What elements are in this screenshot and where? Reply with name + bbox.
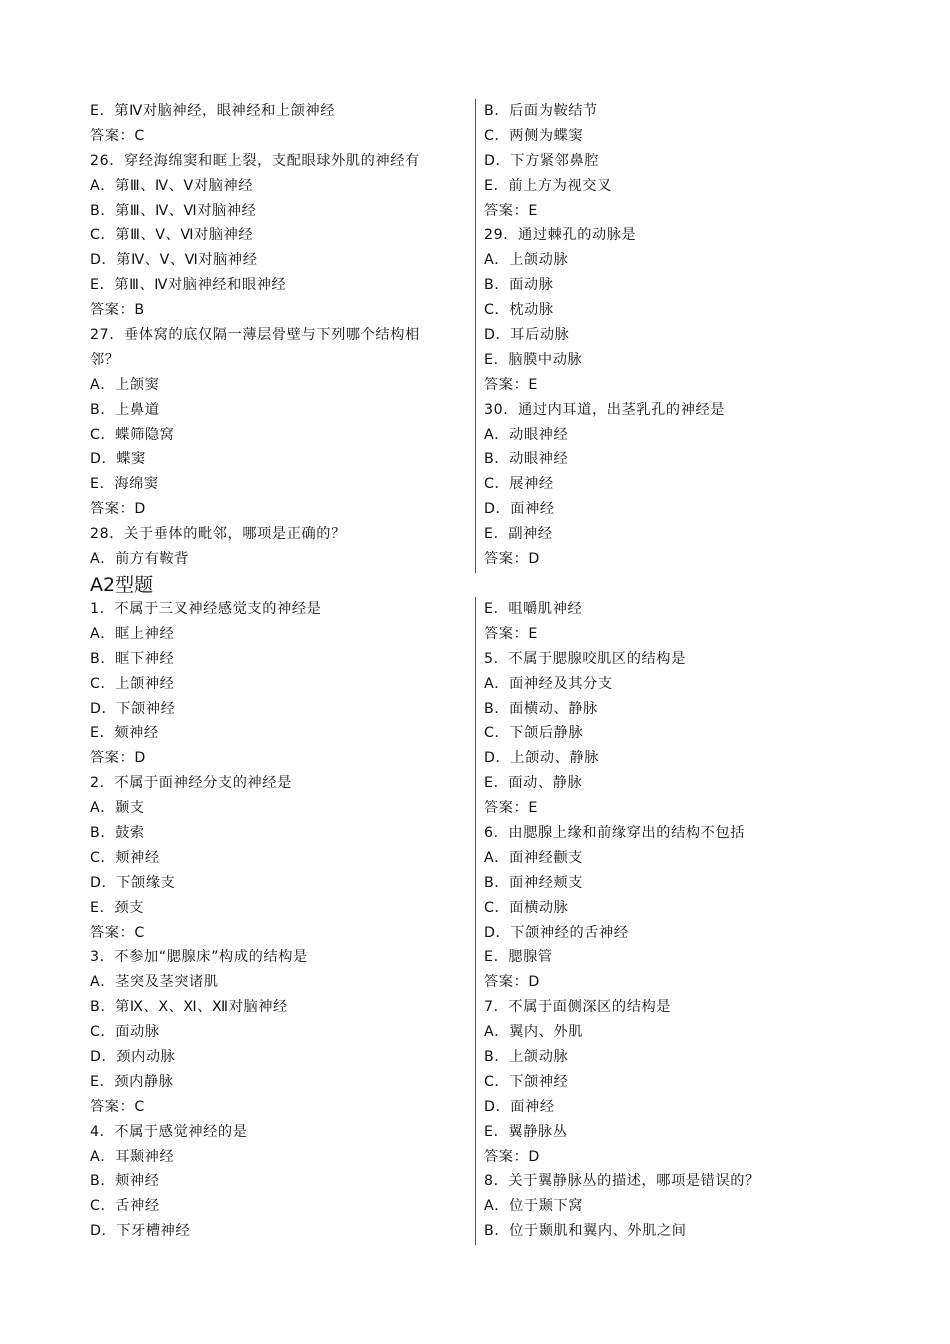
text-line: D．耳后动脉 — [484, 327, 570, 344]
text-line: E．前上方为视交叉 — [484, 177, 612, 194]
text-line: 答案：D — [484, 551, 540, 568]
text-line: A．耳颞神经 — [90, 1148, 175, 1165]
text-line: D．蝶窦 — [90, 451, 146, 468]
text-line: E．海绵窦 — [90, 476, 159, 493]
text-line: B．面动脉 — [484, 277, 554, 294]
text-line: 2．不属于面神经分支的神经是 — [90, 775, 292, 792]
text-line: 26．穿经海绵窦和眶上裂，支配眼球外肌的神经有 — [90, 152, 420, 169]
text-line: D．下颌缘支 — [90, 874, 176, 891]
question-section-a2 — [90, 597, 872, 1245]
text-line: E．脑膜中动脉 — [484, 351, 583, 368]
text-line: 答案：C — [90, 127, 145, 144]
text-line: 27．垂体窝的底仅隔一薄层骨壁与下列哪个结构相 — [90, 327, 420, 344]
text-line: A．位于颞下窝 — [484, 1198, 584, 1215]
text-line: E．第Ⅲ、Ⅳ对脑神经和眼神经 — [90, 277, 287, 294]
text-line: 答案：D — [484, 974, 540, 991]
text-line: A．眶上神经 — [90, 625, 175, 642]
text-line: E．咀嚼肌神经 — [484, 601, 583, 617]
text-line: D．下颌神经的舌神经 — [484, 924, 629, 941]
text-line: D．颈内动脉 — [90, 1049, 176, 1066]
text-line: B．面神经颊支 — [484, 874, 584, 891]
text-line: 答案：E — [484, 625, 538, 642]
text-line: 4．不属于感觉神经的是 — [90, 1123, 248, 1140]
text-line: E．副神经 — [484, 526, 553, 543]
text-line: 5．不属于腮腺咬肌区的结构是 — [484, 650, 686, 667]
text-line: C．下颌神经 — [484, 1073, 569, 1090]
text-line: 答案：D — [484, 1148, 540, 1165]
text-line: E．翼静脉丛 — [484, 1123, 568, 1140]
text-line: 答案：B — [90, 302, 145, 319]
left-column — [90, 99, 474, 572]
text-line: A．第Ⅲ、Ⅳ、Ⅴ对脑神经 — [90, 177, 253, 194]
text-line: 1．不属于三叉神经感觉支的神经是 — [90, 601, 322, 617]
question-section-a1 — [90, 99, 872, 573]
text-line: 答案：E — [484, 376, 538, 393]
text-line: E．腮腺管 — [484, 949, 553, 966]
text-line: C．蝶筛隐窝 — [90, 426, 175, 443]
text-line: D．下颌神经 — [90, 700, 176, 717]
text-line: C．舌神经 — [90, 1198, 160, 1215]
text-line: 答案：D — [90, 501, 146, 518]
text-line: A．茎突及茎突诸肌 — [90, 974, 219, 991]
text-line: B．上鼻道 — [90, 401, 160, 418]
text-line: C．上颌神经 — [90, 675, 175, 692]
text-line: C．展神经 — [484, 476, 554, 493]
text-line: A．翼内、外肌 — [484, 1024, 584, 1041]
text-line: 3．不参加“腮腺床”构成的结构是 — [90, 949, 308, 966]
text-line: C．枕动脉 — [484, 302, 554, 319]
text-line: A．上颌窦 — [90, 376, 160, 393]
text-line: 30．通过内耳道，出茎乳孔的神经是 — [484, 401, 726, 418]
text-line: E．颈支 — [90, 899, 144, 916]
text-line: C．面动脉 — [90, 1024, 160, 1041]
text-line: C．两侧为蝶窦 — [484, 127, 584, 144]
text-line: E．第Ⅳ对脑神经，眼神经和上颌神经 — [90, 103, 336, 119]
right-column — [484, 99, 872, 572]
text-line: 28．关于垂体的毗邻，哪项是正确的？ — [90, 526, 346, 543]
text-line: C．下颌后静脉 — [484, 725, 584, 742]
section-heading-a2: A2型题 — [90, 574, 154, 596]
text-line: B．位于颞肌和翼内、外肌之间 — [484, 1223, 687, 1240]
text-line: C．颊神经 — [90, 849, 160, 866]
text-line: B．面横动、静脉 — [484, 700, 598, 717]
text-line: A．上颌动脉 — [484, 252, 569, 269]
text-line: D．下牙槽神经 — [90, 1223, 191, 1240]
text-line: B．第Ⅸ、Ⅹ、Ⅺ、Ⅻ对脑神经 — [90, 999, 288, 1016]
text-line: B．眶下神经 — [90, 650, 175, 667]
text-line: 7．不属于面侧深区的结构是 — [484, 999, 672, 1016]
text-line: 答案：E — [484, 800, 538, 817]
text-line: A．动眼神经 — [484, 426, 569, 443]
text-line: D．面神经 — [484, 501, 555, 518]
text-line: 答案：D — [90, 750, 146, 767]
text-line: A．颞支 — [90, 800, 145, 817]
text-line: B．后面为鞍结节 — [484, 103, 598, 119]
text-line: A．面神经颧支 — [484, 849, 584, 866]
text-line: B．第Ⅲ、Ⅳ、Ⅵ对脑神经 — [90, 202, 257, 219]
text-line: E．颈内静脉 — [90, 1073, 174, 1090]
text-line: B．动眼神经 — [484, 451, 569, 468]
left-column — [90, 597, 474, 1244]
text-line: 邻？ — [90, 351, 120, 368]
column-divider — [475, 99, 476, 573]
text-line: 29．通过棘孔的动脉是 — [484, 227, 637, 244]
right-column — [484, 597, 872, 1244]
text-line: D．面神经 — [484, 1098, 555, 1115]
text-line: C．第Ⅲ、Ⅴ、Ⅵ对脑神经 — [90, 227, 254, 244]
text-line: 答案：C — [90, 924, 145, 941]
text-line: D．上颌动、静脉 — [484, 750, 600, 767]
column-divider — [475, 597, 476, 1245]
text-line: B．上颌动脉 — [484, 1049, 569, 1066]
text-line: D．下方紧邻鼻腔 — [484, 152, 600, 169]
text-line: B．颊神经 — [90, 1173, 160, 1190]
text-line: 6．由腮腺上缘和前缘穿出的结构不包括 — [484, 825, 746, 842]
text-line: 8．关于翼静脉丛的描述，哪项是错误的？ — [484, 1173, 760, 1190]
text-line: C．面横动脉 — [484, 899, 569, 916]
text-line: D．第Ⅳ、Ⅴ、Ⅵ对脑神经 — [90, 252, 258, 269]
text-line: B．鼓索 — [90, 825, 145, 842]
text-line: 答案：E — [484, 202, 538, 219]
text-line: E．颏神经 — [90, 725, 159, 742]
text-line: E．面动、静脉 — [484, 775, 583, 792]
text-line: A．面神经及其分支 — [484, 675, 613, 692]
text-line: A．前方有鞍背 — [90, 551, 190, 568]
text-line: 答案：C — [90, 1098, 145, 1115]
